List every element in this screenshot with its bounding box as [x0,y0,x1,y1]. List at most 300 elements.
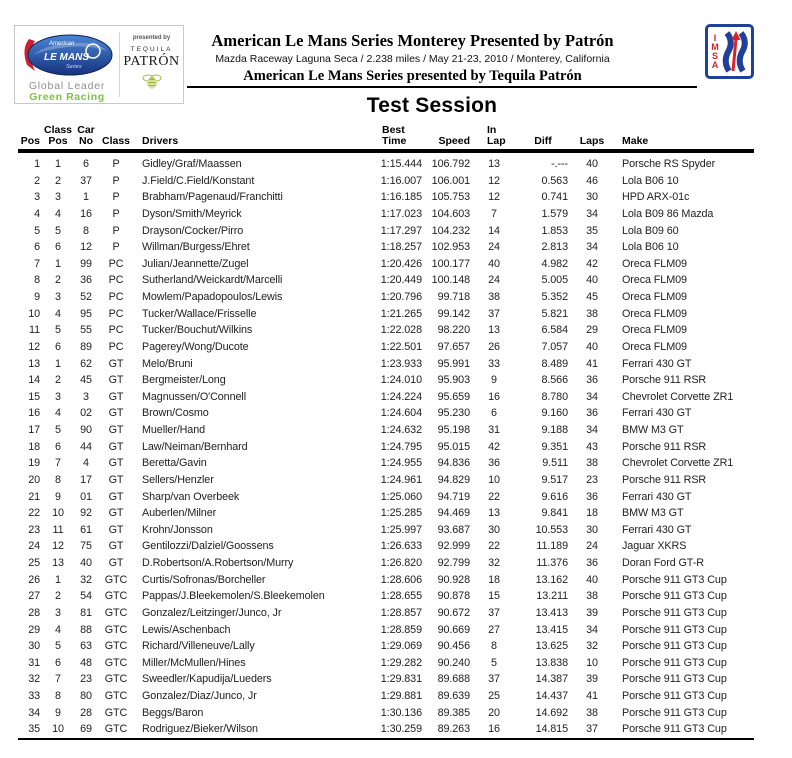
table-row [18,472,754,489]
cell-class-pos: 8 [55,473,61,486]
cell-car-no: 6 [83,158,89,170]
cell-laps: 45 [586,291,598,303]
table-row [18,422,754,439]
cell-make: Lola B06 10 [622,241,679,254]
table-row [18,688,754,705]
cell-in-lap: 20 [488,706,500,719]
table-row [18,638,754,655]
cell-best-time: 1:17.297 [380,224,422,237]
cell-car-no: 44 [80,440,92,453]
cell-class: GTC [104,606,128,619]
cell-best-time: 1:24.632 [380,424,422,436]
cell-diff: 1.853 [541,224,568,237]
cell-best-time: 1:25.060 [380,490,422,503]
cell-diff: 9.841 [541,507,568,520]
cell-laps: 10 [586,656,598,669]
cell-class-pos: 1 [55,573,61,586]
cell-laps: 40 [586,274,598,287]
cell-class: P [112,174,120,187]
cell-pos: 6 [34,241,40,254]
cell-best-time: 1:20.796 [380,291,422,303]
cell-best-time: 1:29.282 [380,656,422,669]
cell-drivers: Pappas/J.Bleekemolen/S.Bleekemolen [142,590,325,603]
cell-pos: 3 [34,191,40,204]
cell-class: GTC [98,721,134,739]
col-header-laps: Laps [570,125,614,151]
cell-best-time: 1:30.259 [374,721,424,739]
cell-diff: 9.511 [542,457,568,470]
cell-drivers: Willman/Burgess/Ehret [142,241,250,254]
col-header-class: Class [98,125,134,151]
cell-pos: 19 [28,457,40,470]
cell-speed: 100.177 [431,257,470,270]
cell-laps: 34 [586,623,598,636]
cell-speed: 95.198 [437,424,470,436]
table-row [18,223,754,240]
table-row [18,256,754,273]
cell-best-time: 1:24.604 [380,407,422,420]
cell-laps: 38 [586,307,598,320]
cell-in-lap: 18 [488,573,500,586]
cell-laps: 42 [586,257,598,270]
cell-speed: 94.469 [437,507,470,520]
cell-class: PC [108,274,124,287]
cell-laps: 32 [586,640,598,653]
cell-diff: 8.566 [541,374,568,387]
cell-laps: 39 [586,673,598,686]
cell-class-pos: 3 [55,606,61,619]
table-row [18,173,754,190]
cell-best-time: 1:23.933 [380,357,422,370]
cell-car-no: 3 [83,390,89,403]
cell-speed: 104.232 [431,224,470,237]
cell-drivers: Mowlem/Papadopoulos/Lewis [142,291,283,303]
cell-class-pos: 4 [55,407,61,420]
cell-speed: 89.385 [437,706,470,719]
cell-in-lap: 25 [488,690,500,702]
cell-class-pos: 1 [55,158,61,170]
cell-diff: 6.584 [541,324,568,337]
cell-class-pos: 6 [55,656,61,669]
cell-pos: 32 [28,673,40,686]
cell-speed: 100.148 [431,274,470,287]
cell-in-lap: 10 [488,473,500,486]
cell-class-pos: 2 [55,374,61,387]
cell-class-pos: 3 [55,191,61,204]
cell-speed: 102.953 [431,241,470,254]
cell-best-time: 1:16.007 [380,174,422,187]
cell-in-lap: 24 [488,274,500,287]
cell-make: Oreca FLM09 [622,274,687,287]
imsa-stripes-icon [721,31,749,73]
cell-pos: 30 [28,640,40,653]
cell-drivers: Lewis/Aschenbach [142,623,231,636]
cell-car-no: 40 [80,557,92,569]
table-row [18,505,754,522]
series-line: American Le Mans Series presented by Tequila Patrón [243,68,582,84]
cell-diff: 13.838 [535,656,568,669]
cell-drivers: Bergmeister/Long [142,374,226,387]
alms-american-text: American [49,41,75,47]
cell-drivers: Beretta/Gavin [142,457,207,470]
col-header-speed: Speed [424,125,472,151]
cell-car-no: 32 [80,573,92,586]
cell-best-time: 1:28.857 [380,606,422,619]
cell-laps: 34 [586,207,598,220]
table-row [18,622,754,639]
cell-class-pos: 4 [55,307,61,320]
cell-best-time: 1:29.069 [380,640,422,653]
cell-best-time: 1:22.028 [380,324,422,337]
cell-class: GT [108,374,124,387]
table-row [18,239,754,256]
cell-make: Lola B06 10 [622,174,679,187]
cell-class: GTC [104,623,128,636]
cell-laps: 18 [586,507,598,520]
cell-drivers: Sweedler/Kapudija/Lueders [142,673,272,686]
cell-pos: 25 [28,557,40,569]
cell-in-lap: 26 [488,340,500,353]
cell-class: PC [108,324,124,337]
cell-best-time: 1:28.859 [380,623,422,636]
cell-laps: 40 [586,158,598,170]
table-row [18,671,754,688]
cell-diff: 10.553 [535,523,568,536]
cell-class-pos: 9 [55,490,61,503]
cell-in-lap: 7 [491,207,497,220]
cell-car-no: 88 [80,623,92,636]
cell-class-pos: 3 [55,390,61,403]
patron-label: PATRÓN [123,54,180,69]
bee-icon [141,73,163,90]
cell-speed: 89.688 [437,673,470,686]
cell-pos: 1 [34,158,40,170]
table-row [18,721,754,739]
cell-make: Porsche 911 GT3 Cup [622,590,727,603]
cell-car-no: 16 [80,207,92,220]
header-divider-rule [187,86,697,88]
cell-diff: 13.415 [535,623,568,636]
cell-laps: 24 [586,540,598,553]
cell-diff: -.--- [551,158,568,170]
cell-in-lap: 16 [488,390,500,403]
cell-car-no: 23 [80,673,92,686]
cell-laps: 34 [586,424,598,436]
cell-speed: 92.999 [437,540,470,553]
cell-pos: 17 [28,424,40,436]
cell-pos: 13 [28,357,40,370]
event-subtitle: Mazda Raceway Laguna Seca / 2.238 miles / May 21-23, 2010 / Monterey, California [215,53,610,65]
cell-class: GTC [104,573,128,586]
cell-class: GT [108,507,124,520]
patron-logo [120,26,183,103]
cell-diff: 14.387 [535,673,568,686]
cell-diff: 11.376 [536,557,568,569]
cell-in-lap: 12 [488,191,500,204]
cell-laps: 29 [586,324,598,337]
cell-drivers: Melo/Bruni [142,357,193,370]
cell-laps: 30 [586,523,598,536]
cell-drivers: Curtis/Sofronas/Borcheller [142,573,266,586]
cell-pos: 24 [28,540,40,553]
table-row [18,356,754,373]
cell-drivers: Pagerey/Wong/Ducote [142,340,249,353]
cell-diff: 9.616 [541,490,568,503]
cell-class-pos: 7 [55,673,61,686]
cell-in-lap: 32 [488,557,500,569]
cell-class-pos: 8 [55,690,61,702]
cell-drivers: Drayson/Cocker/Pirro [142,224,244,237]
cell-speed: 97.657 [437,340,470,353]
table-row [18,439,754,456]
col-header-best-time: Best Time [374,125,424,151]
table-row [18,151,754,173]
cell-class-pos: 5 [55,324,61,337]
cell-diff: 0.563 [541,174,568,187]
cell-drivers: Mueller/Hand [142,424,206,436]
cell-car-no: 55 [80,324,92,337]
cell-class-pos: 5 [55,640,61,653]
imsa-letters: IMSA [711,32,719,70]
cell-in-lap: 22 [488,490,500,503]
cell-in-lap: 24 [488,241,500,254]
cell-diff: 14.692 [535,706,568,719]
alms-logo [15,26,119,103]
cell-speed: 90.240 [437,656,470,669]
cell-pos: 8 [34,274,40,287]
cell-car-no: 37 [80,174,92,187]
cell-diff: 13.162 [535,573,568,586]
cell-pos: 31 [28,656,40,669]
cell-speed: 94.719 [437,490,470,503]
cell-class: GT [108,490,124,503]
cell-in-lap: 33 [488,357,500,370]
cell-car-no: 75 [80,540,92,553]
cell-drivers: Law/Neiman/Bernhard [142,440,248,453]
cell-make: Porsche 911 RSR [622,374,707,387]
cell-speed: 95.903 [437,374,470,387]
cell-make: Jaguar XKRS [622,540,687,553]
cell-in-lap: 9 [491,374,497,387]
cell-pos: 26 [28,573,40,586]
cell-diff: 5.821 [541,307,568,320]
cell-drivers: Sutherland/Weickardt/Marcelli [142,274,283,287]
cell-class: GTC [104,590,128,603]
cell-in-lap: 37 [488,673,500,686]
cell-make: Porsche 911 GT3 Cup [622,623,727,636]
cell-drivers: Gidley/Graf/Maassen [142,158,242,170]
cell-in-lap: 13 [488,158,500,170]
cell-in-lap: 16 [472,721,516,739]
cell-make: Oreca FLM09 [622,307,687,320]
cell-speed: 90.928 [437,573,470,586]
cell-car-no: 63 [80,640,92,653]
cell-car-no: 62 [80,357,92,370]
cell-in-lap: 13 [488,324,500,337]
col-header-diff: Diff [516,125,570,151]
cell-car-no: 52 [80,291,92,303]
cell-drivers: D.Robertson/A.Robertson/Murry [142,557,294,569]
cell-diff: 9.160 [541,407,568,420]
cell-best-time: 1:26.820 [380,557,422,569]
cell-car-no: 45 [80,374,92,387]
cell-class: PC [108,340,124,353]
table-row [18,555,754,572]
cell-drivers: Miller/McMullen/Hines [142,656,246,669]
cell-class: GT [108,523,124,536]
cell-pos: 7 [34,257,40,270]
cell-in-lap: 30 [488,523,500,536]
cell-drivers: Krohn/Jonsson [142,523,213,536]
cell-drivers: Sharp/van Overbeek [142,490,240,503]
cell-in-lap: 40 [488,257,500,270]
cell-drivers: Brown/Cosmo [142,407,209,420]
cell-make: Oreca FLM09 [622,291,687,303]
session-title: Test Session [366,94,498,117]
cell-pos: 12 [28,340,40,353]
cell-diff: 5.005 [541,274,568,287]
cell-speed: 106.001 [431,174,470,187]
cell-car-no: 99 [80,257,92,270]
cell-best-time: 1:20.426 [380,257,422,270]
cell-pos: 33 [28,690,40,702]
table-row [18,189,754,206]
cell-laps: 36 [586,557,598,569]
cell-class-pos: 13 [52,557,64,569]
cell-pos: 35 [18,721,42,739]
cell-make: Lola B09 86 Mazda [622,207,714,220]
cell-pos: 21 [28,490,40,503]
cell-laps: 36 [586,374,598,387]
cell-laps: 39 [586,606,598,619]
cell-make: Porsche 911 GT3 Cup [622,656,727,669]
cell-diff: 7.057 [541,340,568,353]
cell-drivers: Tucker/Wallace/Frisselle [142,307,257,320]
cell-speed: 90.878 [437,590,470,603]
cell-class: P [112,158,120,170]
cell-laps: 35 [586,224,598,237]
cell-class-pos: 2 [55,590,61,603]
cell-class: PC [108,257,124,270]
cell-car-no: 01 [80,490,92,503]
cell-pos: 10 [28,307,40,320]
cell-make: Porsche 911 GT3 Cup [622,706,727,719]
cell-class-pos: 12 [52,540,64,553]
cell-speed: 89.263 [424,721,472,739]
cell-class: GT [108,473,124,486]
cell-drivers: Dyson/Smith/Meyrick [142,207,242,220]
cell-class-pos: 1 [55,257,61,270]
cell-class: GT [108,540,124,553]
cell-car-no: 8 [83,224,89,237]
table-row [18,272,754,289]
cell-class-pos: 4 [55,207,61,220]
cell-class: P [112,241,120,254]
cell-make: Chevrolet Corvette ZR1 [622,457,734,470]
cell-class: P [112,207,120,220]
cell-pos: 23 [28,523,40,536]
cell-diff: 8.780 [541,390,568,403]
cell-make: Oreca FLM09 [622,340,687,353]
tequila-label: TEQUILA [130,46,173,53]
table-row [18,705,754,722]
cell-make: Ferrari 430 GT [622,490,692,503]
table-row [18,572,754,589]
cell-diff: 13.413 [535,606,568,619]
cell-laps: 34 [586,241,598,254]
cell-speed: 94.829 [437,473,470,486]
cell-car-no: 92 [80,507,92,520]
cell-speed: 105.753 [431,191,470,204]
cell-speed: 98.220 [437,324,470,337]
cell-pos: 29 [28,623,40,636]
table-header-row [18,125,754,151]
cell-car-no: 90 [80,424,92,436]
global-leader-label: Global Leader [28,80,106,92]
cell-pos: 20 [28,473,40,486]
cell-diff: 4.982 [541,257,568,270]
cell-make: Doran Ford GT-R [622,557,704,569]
cell-drivers: Gentilozzi/Dalziel/Goossens [142,540,274,553]
cell-class: GTC [104,640,128,653]
cell-in-lap: 6 [491,407,497,420]
cell-best-time: 1:16.185 [380,191,422,204]
cell-make: BMW M3 GT [622,424,684,436]
imsa-logo [705,24,754,79]
cell-laps: 40 [586,340,598,353]
table-row [18,522,754,539]
table-row [18,405,754,422]
cell-drivers: Julian/Jeannette/Zugel [142,257,249,270]
cell-drivers: Gonzalez/Leitzinger/Junco, Jr [142,606,282,619]
cell-car-no: 95 [80,307,92,320]
cell-speed: 106.792 [431,158,470,170]
alms-oval-icon [19,33,115,79]
cell-drivers: Gonzalez/Diaz/Junco, Jr [142,690,257,702]
cell-class-pos: 2 [55,274,61,287]
cell-make: Porsche 911 GT3 Cup [622,673,727,686]
cell-class: GTC [104,706,128,719]
cell-class-pos: 10 [52,507,64,520]
cell-pos: 14 [28,374,40,387]
table-row [18,605,754,622]
cell-drivers: Rodriguez/Bieker/Wilson [134,721,374,739]
cell-diff: 14.815 [516,721,570,739]
cell-speed: 99.718 [437,291,470,303]
table-row [18,655,754,672]
cell-diff: 9.351 [541,440,568,453]
col-header-drivers: Drivers [134,125,374,151]
cell-pos: 27 [28,590,40,603]
cell-best-time: 1:26.633 [380,540,422,553]
cell-speed: 90.669 [437,623,470,636]
cell-best-time: 1:24.961 [380,473,422,486]
results-table [18,125,754,740]
cell-diff: 0.741 [541,191,568,204]
cell-class: P [112,224,120,237]
cell-best-time: 1:30.136 [380,706,422,719]
cell-pos: 16 [28,407,40,420]
cell-make: Porsche 911 RSR [622,473,707,486]
cell-best-time: 1:17.023 [380,207,422,220]
cell-car-no: 81 [80,606,92,619]
cell-in-lap: 36 [488,457,500,470]
cell-speed: 90.456 [437,640,470,653]
cell-diff: 5.352 [541,291,568,303]
cell-make: Ferrari 430 GT [622,523,692,536]
cell-speed: 99.142 [437,307,470,320]
cell-in-lap: 12 [488,174,500,187]
